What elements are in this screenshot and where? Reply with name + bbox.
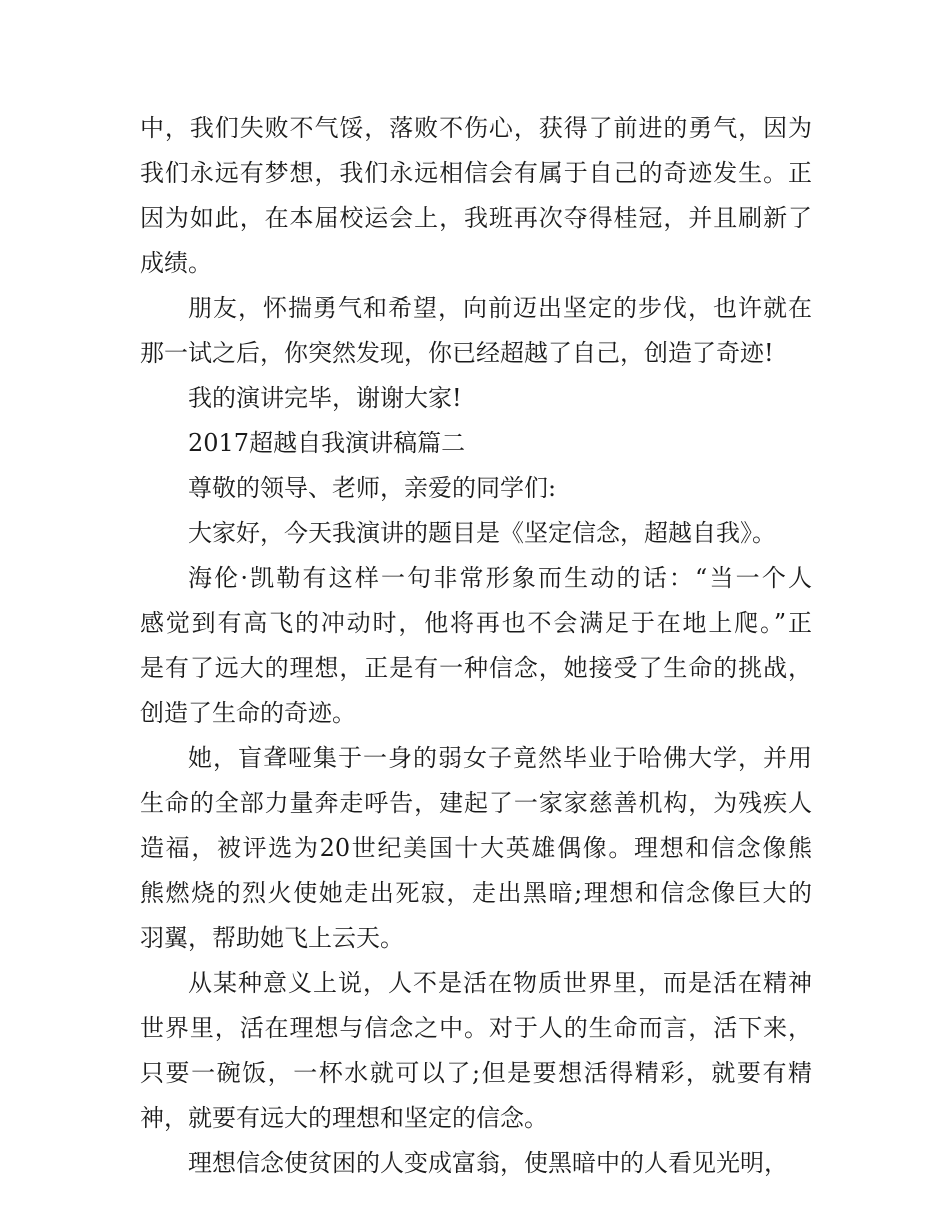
- section-heading: [140, 421, 812, 466]
- text-line: 2017超越自我演讲稿篇二: [188, 429, 466, 457]
- text-line: 是有了远大的理想，正是有一种信念，她接受了生命的挑战，: [140, 654, 812, 682]
- salutation: [140, 466, 812, 511]
- text-line: 造福，被评选为20世纪美国十大英雄偶像。理想和信念像熊: [140, 834, 812, 862]
- text-line: 只要一碗饭，一杯水就可以了;但是要想活得精彩，就要有精: [140, 1059, 812, 1087]
- text-line: 生命的全部力量奔走呼告，建起了一家家慈善机构，为残疾人: [140, 789, 812, 817]
- paragraph: [140, 286, 812, 376]
- text-line: 因为如此，在本届校运会上，我班再次夺得桂冠，并且刷新了: [140, 204, 812, 232]
- document-body: [140, 106, 812, 1186]
- text-line: 感觉到有高飞的冲动时，他将再也不会满足于在地上爬。”正: [140, 609, 812, 637]
- paragraph: [140, 106, 812, 286]
- text-line: 我们永远有梦想，我们永远相信会有属于自己的奇迹发生。正: [140, 159, 812, 187]
- paragraph: [140, 376, 812, 421]
- paragraph: [140, 511, 812, 556]
- text-line: 海伦·凯勒有这样一句非常形象而生动的话：“当一个人: [188, 564, 812, 592]
- text-line: 理想信念使贫困的人变成富翁，使黑暗中的人看见光明，: [188, 1149, 788, 1177]
- text-line: 神，就要有远大的理想和坚定的信念。: [140, 1104, 548, 1132]
- text-line: 创造了生命的奇迹。: [140, 699, 356, 727]
- text-line: 世界里，活在理想与信念之中。对于人的生命而言，活下来，: [140, 1014, 812, 1042]
- text-line: 熊燃烧的烈火使她走出死寂，走出黑暗;理想和信念像巨大的: [140, 879, 812, 907]
- text-line: 尊敬的领导、老师，亲爱的同学们:: [188, 474, 557, 502]
- text-line: 成绩。: [140, 249, 212, 277]
- text-line: 从某种意义上说，人不是活在物质世界里，而是活在精神: [188, 969, 812, 997]
- paragraph: [140, 736, 812, 961]
- text-line: 中，我们失败不气馁，落败不伤心，获得了前进的勇气，因为: [140, 114, 812, 142]
- text-line: 我的演讲完毕，谢谢大家!: [188, 384, 462, 412]
- text-line: 那一试之后，你突然发现，你已经超越了自己，创造了奇迹!: [140, 339, 774, 367]
- text-line: 羽翼，帮助她飞上云天。: [140, 924, 404, 952]
- paragraph: [140, 556, 812, 736]
- paragraph: [140, 1141, 812, 1186]
- text-line: 大家好，今天我演讲的题目是《坚定信念，超越自我》。: [188, 519, 776, 547]
- text-line: 她，盲聋哑集于一身的弱女子竟然毕业于哈佛大学，并用: [188, 744, 812, 772]
- text-line: 朋友，怀揣勇气和希望，向前迈出坚定的步伐，也许就在: [188, 294, 812, 322]
- paragraph: [140, 961, 812, 1141]
